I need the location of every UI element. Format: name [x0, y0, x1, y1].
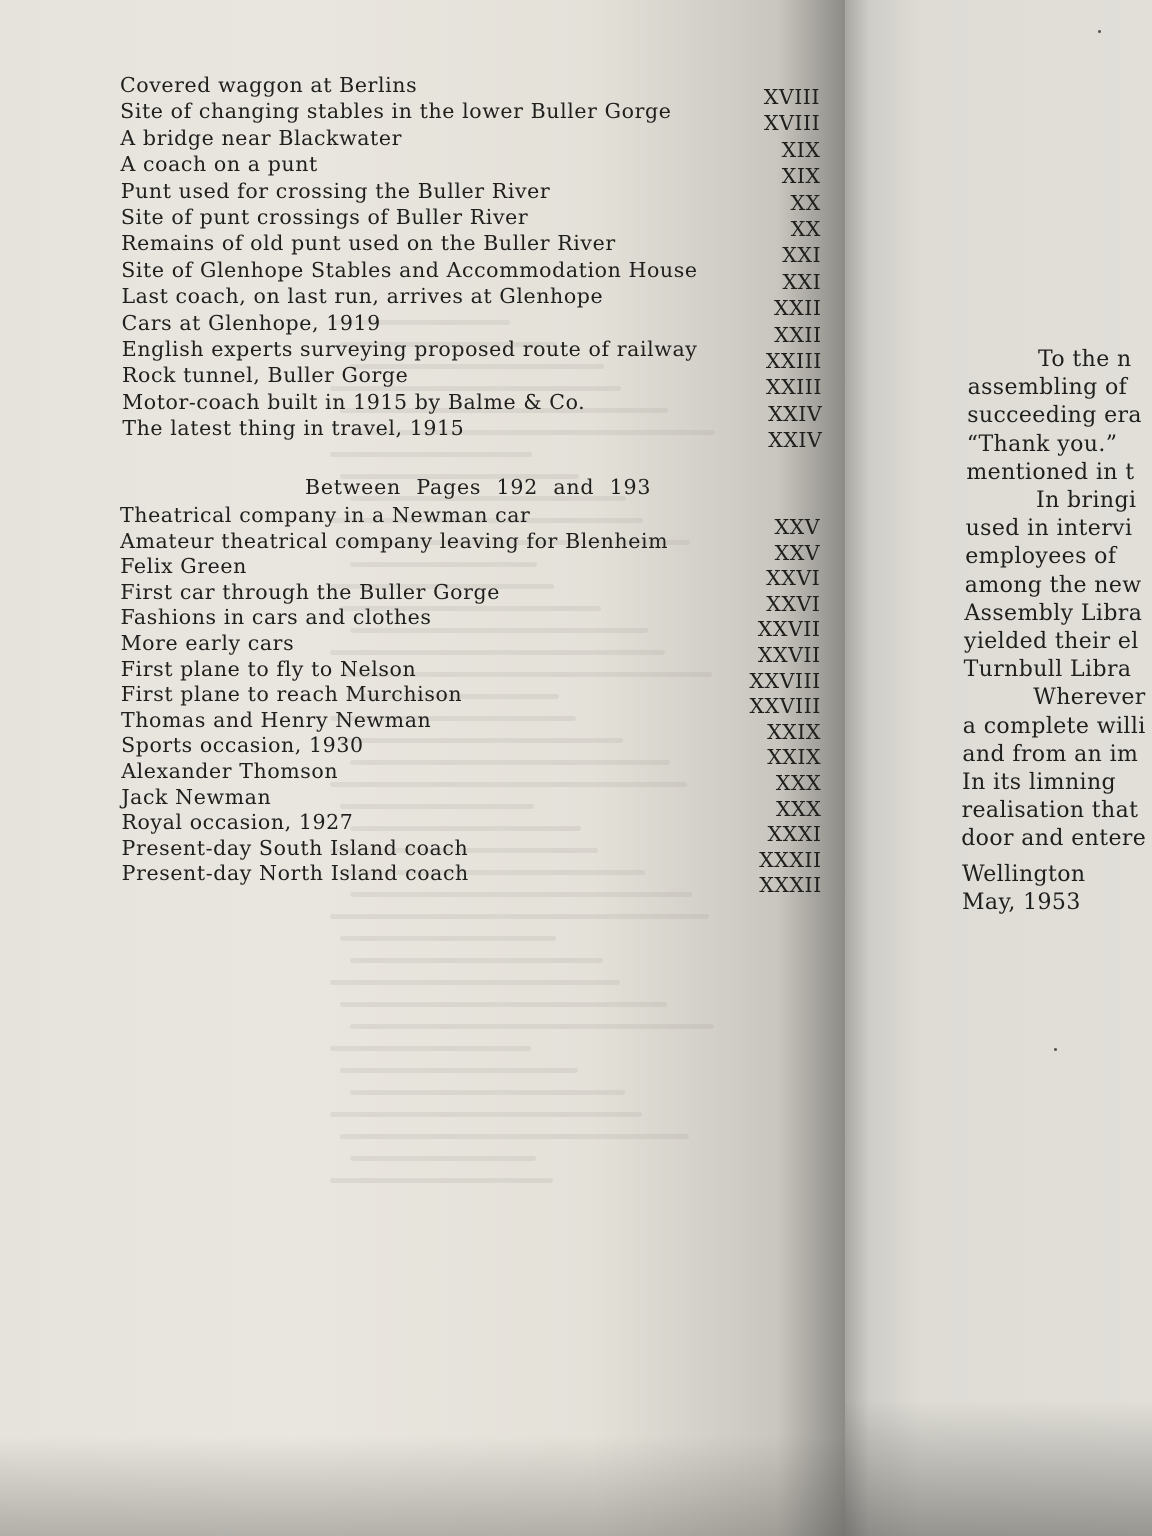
plate-title: Last coach, on last run, arrives at Glenhope: [121, 284, 604, 309]
show-through-mark: [330, 1112, 642, 1117]
list-item: [120, 502, 820, 539]
preface-line: Assembly Libra: [964, 600, 1143, 626]
preface-line: Wherever: [1033, 685, 1146, 711]
list-item: [120, 656, 821, 693]
plate-title: Punt used for crossing the Buller River: [120, 178, 551, 203]
plate-title: Rock tunnel, Buller Gorge: [121, 363, 409, 388]
plate-number: XXX: [775, 771, 822, 795]
preface-line: employees of: [965, 544, 1117, 570]
plate-title: Felix Green: [120, 554, 247, 579]
show-through-mark: [350, 1090, 625, 1095]
plate-number: XXV: [774, 540, 821, 565]
show-through-mark: [330, 980, 620, 985]
list-item: [120, 553, 821, 591]
show-through-mark: [350, 958, 603, 963]
preface-line: yielded their el: [964, 629, 1139, 654]
preface-line: In its limning: [962, 770, 1117, 795]
plate-title: Covered waggon at Berlins: [120, 73, 418, 97]
plate-title: Cars at Glenhope, 1919: [121, 310, 381, 335]
list-item: [121, 230, 822, 268]
list-item: [121, 336, 822, 373]
list-item: [120, 528, 821, 565]
preface-line: door and entere: [961, 826, 1147, 852]
preface-line: a complete willi: [962, 713, 1146, 739]
preface-line: realisation that: [961, 798, 1139, 824]
plate-number: XXVIII: [749, 668, 821, 693]
show-through-mark: [340, 1134, 689, 1139]
plate-title: Motor-coach built in 1915 by Balme & Co.: [122, 389, 586, 414]
page-speck: [1098, 30, 1101, 33]
plate-number: XXXII: [759, 873, 822, 898]
preface-line: assembling of: [967, 375, 1128, 401]
plate-number: XVIII: [763, 111, 821, 136]
plate-title: Alexander Thomson: [121, 759, 339, 783]
list-item: [121, 784, 822, 821]
show-through-mark: [330, 1178, 553, 1183]
list-item: [121, 860, 822, 898]
plate-title: First plane to reach Murchison: [120, 682, 463, 707]
plate-title: Present-day South Island coach: [121, 835, 469, 860]
plate-number: XXIX: [767, 745, 822, 770]
plate-title: Royal occasion, 1927: [121, 810, 354, 835]
show-through-mark: [330, 914, 709, 919]
list-item: [120, 681, 821, 719]
signoff-place: Wellington: [962, 862, 1086, 887]
show-through-mark: [350, 892, 692, 897]
section-heading: Between Pages 192 and 193: [305, 475, 652, 499]
plate-number: XVIII: [763, 85, 820, 109]
plate-title: Jack Newman: [121, 784, 272, 809]
plate-number: XXVI: [766, 591, 821, 616]
preface-line: used in intervi: [965, 516, 1133, 542]
plate-title: More early cars: [120, 631, 295, 655]
plate-title: First car through the Buller Gorge: [120, 579, 500, 604]
list-item: [121, 835, 822, 872]
preface-line: “Thank you.”: [966, 431, 1118, 457]
page-speck: [1054, 1048, 1057, 1051]
plate-number: XXII: [774, 322, 822, 347]
plate-title: English experts surveying proposed route of railway: [121, 337, 698, 361]
list-item: [122, 415, 823, 453]
show-through-mark: [340, 1002, 667, 1007]
plate-number: XX: [790, 217, 821, 241]
show-through-mark: [330, 452, 532, 457]
show-through-mark: [350, 1024, 714, 1029]
list-item: [120, 98, 821, 136]
plate-title: Remains of old punt used on the Buller River: [121, 231, 616, 256]
plate-title: A bridge near Blackwater: [120, 125, 403, 150]
list-item: [120, 579, 821, 616]
plate-number: XXI: [782, 269, 822, 294]
preface-line: succeeding era: [967, 403, 1142, 429]
list-item: [121, 362, 822, 400]
plate-number: XXVII: [757, 617, 821, 642]
plate-title: Fashions in cars and clothes: [120, 605, 432, 630]
preface-line: In bringi: [1036, 488, 1137, 513]
show-through-mark: [330, 1046, 531, 1051]
plate-number: XXIV: [768, 401, 823, 426]
plate-title: Site of changing stables in the lower Buller Gorge: [120, 99, 672, 124]
plate-title: The latest thing in travel, 1915: [122, 416, 465, 441]
show-through-mark: [340, 1068, 578, 1073]
list-item: [121, 283, 822, 321]
left-page-shadow: [0, 1436, 845, 1536]
plate-number: XXV: [774, 515, 820, 539]
plate-title: Site of Glenhope Stables and Accommodation House: [121, 257, 698, 282]
plate-title: First plane to fly to Nelson: [120, 656, 417, 681]
plate-number: XXXI: [767, 822, 822, 847]
plate-number: XXIII: [765, 349, 822, 373]
plate-number: XXIV: [768, 428, 823, 453]
list-item: [120, 151, 821, 189]
list-item: [122, 389, 823, 426]
plate-number: XXVII: [757, 643, 821, 667]
plate-title: Theatrical company in a Newman car: [120, 503, 531, 527]
plate-title: Amateur theatrical company leaving for Blenheim: [120, 528, 669, 553]
show-through-mark: [340, 936, 556, 941]
list-item: [120, 630, 821, 667]
plate-number: XXIII: [765, 375, 822, 400]
plate-number: XXVIII: [749, 694, 821, 719]
plate-number: XXVI: [766, 566, 821, 591]
plate-title: Sports occasion, 1930: [121, 733, 364, 758]
list-item: [120, 125, 821, 162]
list-item: [120, 204, 821, 241]
preface-line: mentioned in t: [966, 459, 1135, 485]
plate-number: XXI: [782, 243, 822, 268]
list-item: [120, 604, 821, 642]
list-item: [120, 178, 821, 215]
preface-line: To the n: [1038, 347, 1132, 372]
preface-line: and from an im: [962, 741, 1139, 767]
plate-number: XXXII: [759, 847, 822, 872]
plate-title: Thomas and Henry Newman: [120, 707, 432, 732]
plate-number: XIX: [781, 137, 821, 162]
plate-title: A coach on a punt: [120, 152, 318, 177]
list-item: [121, 809, 822, 847]
show-through-mark: [350, 1156, 536, 1161]
list-item: [121, 732, 822, 770]
preface-line: among the new: [964, 572, 1142, 598]
plate-title: Present-day North Island coach: [121, 861, 469, 886]
signoff-date: May, 1953: [962, 890, 1081, 915]
plate-number: XXX: [776, 796, 822, 821]
plate-title: Site of punt crossings of Buller River: [120, 205, 529, 229]
list-item: [120, 72, 820, 109]
plate-number: XIX: [781, 164, 821, 189]
plate-number: XX: [790, 190, 821, 215]
right-page-shadow: [845, 1400, 1152, 1536]
list-item: [121, 257, 822, 294]
list-item: [120, 707, 821, 744]
plate-number: XXIX: [767, 719, 821, 744]
list-item: [121, 758, 822, 795]
plate-number: XXII: [774, 296, 822, 321]
preface-line: Turnbull Libra: [963, 657, 1132, 683]
list-item: [121, 310, 822, 347]
